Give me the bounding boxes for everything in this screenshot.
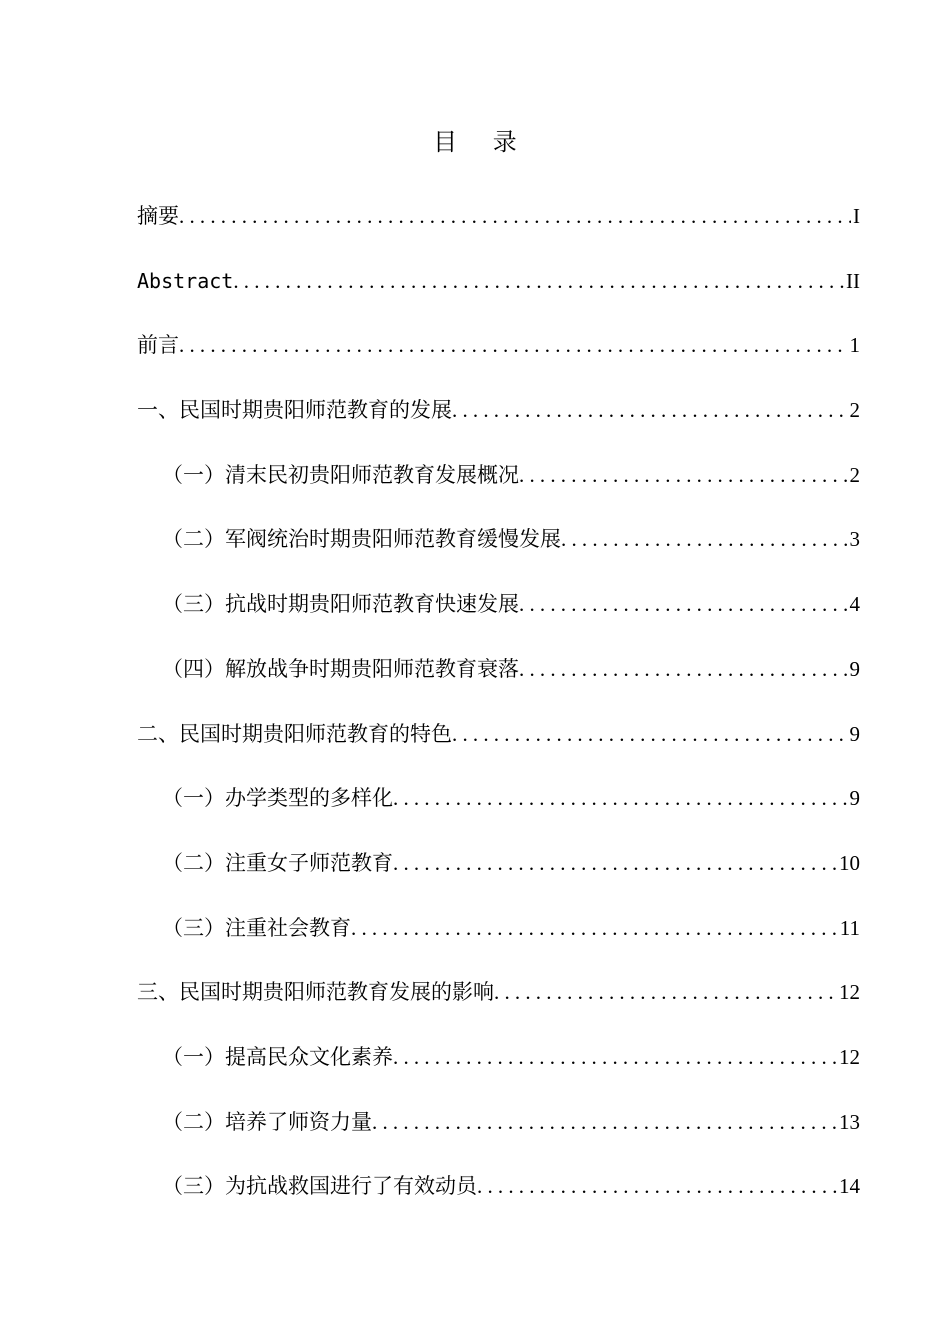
dot-leader (393, 1037, 837, 1077)
toc-entry-label: 前言 (137, 333, 179, 358)
toc-entry-label: 二、民国时期贵阳师范教育的特色 (137, 721, 452, 746)
toc-entry-page: II (846, 268, 860, 293)
toc-entry-page: 9 (849, 721, 860, 746)
toc-entry-label: （一）提高民众文化素养 (162, 1044, 393, 1069)
toc-entry-chapter-2[interactable] (137, 714, 860, 779)
toc-entry-page: 2 (849, 398, 860, 423)
dot-leader (519, 649, 848, 689)
toc-entry-label: （三）注重社会教育 (162, 915, 351, 940)
toc-entry-page: 14 (839, 1174, 860, 1199)
toc-entry-label: （二）注重女子师范教育 (162, 850, 393, 875)
toc-entry-section-3-3[interactable] (137, 1166, 860, 1231)
dot-leader (179, 196, 851, 236)
toc-entry-label: （三）为抗战救国进行了有效动员 (162, 1174, 477, 1199)
toc-entry-page: 11 (839, 915, 860, 940)
toc-entry-page: 2 (849, 462, 860, 487)
toc-entry-page: I (853, 204, 860, 228)
toc-entry-page: 9 (849, 786, 860, 811)
dot-leader (393, 843, 837, 883)
toc-entry-section-1-3[interactable] (137, 584, 860, 649)
toc-entry-abstract-zh[interactable] (137, 196, 860, 261)
toc-entry-label: （一）清末民初贵阳师范教育发展概况 (162, 462, 519, 487)
toc-entry-section-1-4[interactable] (137, 649, 860, 714)
dot-leader (393, 778, 848, 818)
page-title: 目 录 (433, 128, 531, 156)
dot-leader (452, 390, 848, 430)
toc-entry-label: （四）解放战争时期贵阳师范教育衰落 (162, 656, 519, 681)
toc-entry-page: 12 (839, 980, 860, 1005)
toc-entry-label: （二）培养了师资力量 (162, 1109, 372, 1134)
toc-entry-label: Abstract (137, 268, 234, 293)
toc-entry-section-2-3[interactable] (137, 908, 860, 973)
dot-leader (372, 1102, 837, 1142)
toc-entry-section-3-2[interactable] (137, 1102, 860, 1167)
toc-entry-page: 3 (849, 527, 860, 552)
toc-entry-preface[interactable] (137, 325, 860, 390)
toc-entry-page: 10 (839, 850, 860, 875)
dot-leader (452, 714, 848, 754)
toc-entry-abstract-en[interactable] (137, 261, 860, 326)
dot-leader (233, 261, 844, 301)
toc-entry-chapter-1[interactable] (137, 390, 860, 455)
dot-leader (519, 584, 848, 624)
table-of-contents (137, 196, 860, 1231)
toc-entry-page: 4 (849, 592, 860, 617)
dot-leader (519, 455, 848, 495)
toc-entry-label: （一）办学类型的多样化 (162, 786, 393, 811)
dot-leader (477, 1166, 837, 1206)
toc-entry-section-2-2[interactable] (137, 843, 860, 908)
toc-entry-page: 1 (849, 333, 860, 358)
toc-entry-label: 摘要 (137, 204, 179, 228)
dot-leader (179, 325, 848, 365)
toc-entry-section-1-2[interactable] (137, 519, 860, 584)
toc-entry-page: 12 (839, 1044, 860, 1069)
toc-entry-label: （二）军阀统治时期贵阳师范教育缓慢发展 (162, 527, 561, 552)
toc-entry-section-2-1[interactable] (137, 778, 860, 843)
toc-entry-label: 三、民国时期贵阳师范教育发展的影响 (137, 980, 494, 1005)
dot-leader (351, 908, 838, 948)
toc-entry-label: 一、民国时期贵阳师范教育的发展 (137, 398, 452, 423)
dot-leader (494, 972, 837, 1012)
toc-entry-chapter-3[interactable] (137, 972, 860, 1037)
toc-entry-page: 13 (839, 1109, 860, 1134)
toc-entry-section-3-1[interactable] (137, 1037, 860, 1102)
dot-leader (561, 519, 848, 559)
toc-entry-label: （三）抗战时期贵阳师范教育快速发展 (162, 592, 519, 617)
toc-entry-section-1-1[interactable] (137, 455, 860, 520)
toc-entry-page: 9 (849, 656, 860, 681)
